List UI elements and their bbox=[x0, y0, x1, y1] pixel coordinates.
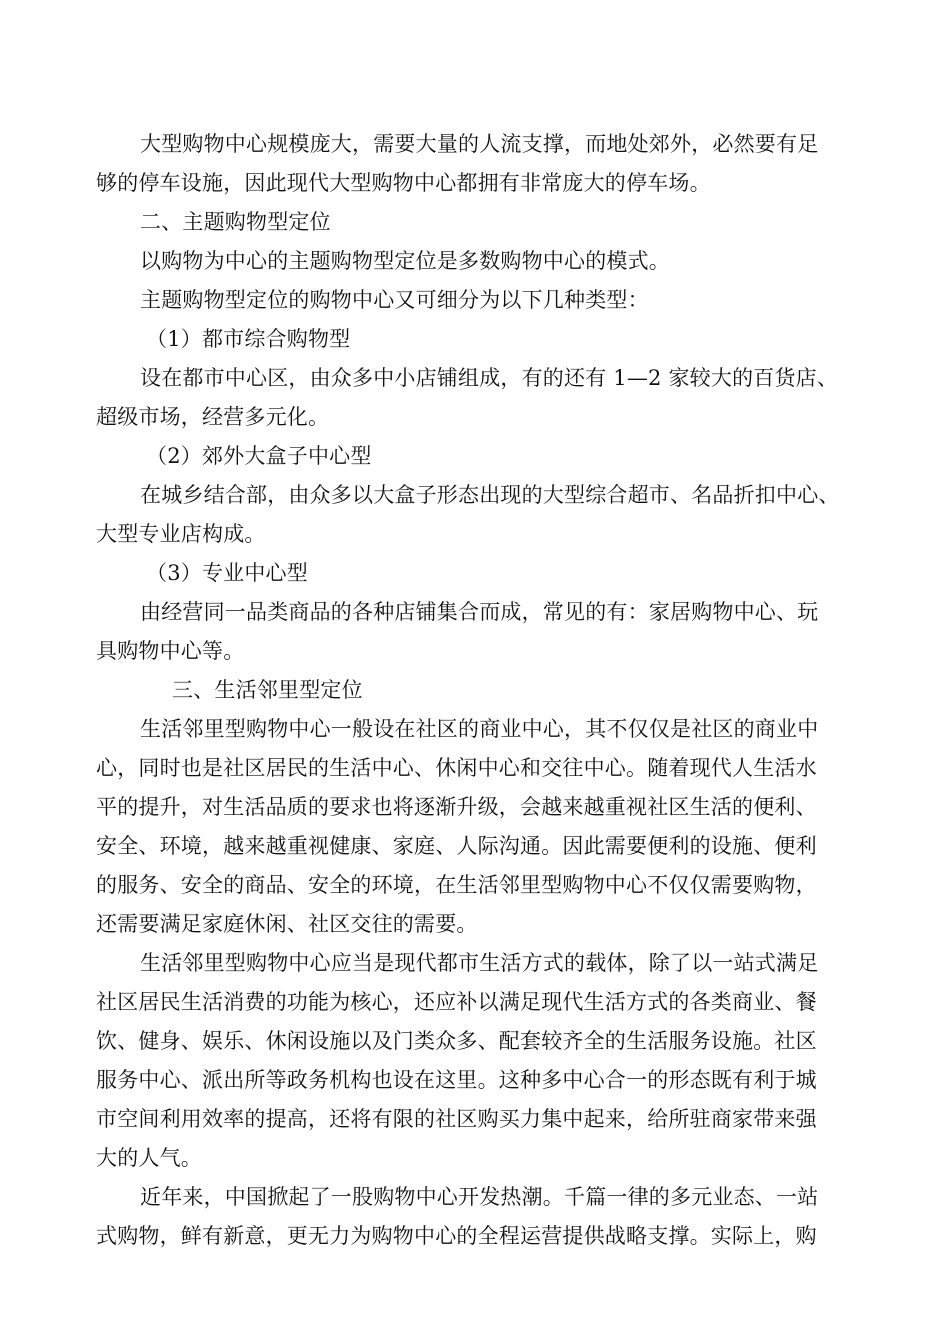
text-line: 的服务、安全的商品、安全的环境，在生活邻里型购物中心不仅仅需要购物， bbox=[96, 873, 817, 897]
text-line: 以购物为中心的主题购物型定位是多数购物中心的模式。 bbox=[140, 249, 670, 273]
text-line: 生活邻里型购物中心应当是现代都市生活方式的载体，除了以一站式满足 bbox=[140, 951, 819, 975]
text-line: 由经营同一品类商品的各种店铺集合而成，常见的有：家居购物中心、玩 bbox=[140, 600, 819, 624]
text-line: 式购物，鲜有新意，更无力为购物中心的全程运营提供战略支撑。实际上，购 bbox=[96, 1224, 817, 1248]
subsection-heading: （3）专业中心型 bbox=[146, 561, 308, 585]
text-line: 还需要满足家庭休闲、社区交往的需要。 bbox=[96, 912, 478, 936]
text-line: 超级市场，经营多元化。 bbox=[96, 405, 330, 429]
text-line: 心，同时也是社区居民的生活中心、休闲中心和交往中心。随着现代人生活水 bbox=[96, 756, 817, 780]
subsection-heading: （2）郊外大盒子中心型 bbox=[146, 444, 372, 468]
text-line: 服务中心、派出所等政务机构也设在这里。这种多中心合一的形态既有利于城 bbox=[96, 1068, 817, 1092]
text-line: 生活邻里型购物中心一般设在社区的商业中心，其不仅仅是社区的商业中 bbox=[140, 717, 819, 741]
text-line: 具购物中心等。 bbox=[96, 639, 245, 663]
text-line: 设在都市中心区，由众多中小店铺组成，有的还有 1—2 家较大的百货店、 bbox=[140, 366, 839, 390]
text-line: 够的停车设施，因此现代大型购物中心都拥有非常庞大的停车场。 bbox=[96, 171, 711, 195]
section-heading: 二、主题购物型定位 bbox=[140, 210, 331, 234]
text-line: 大的人气。 bbox=[96, 1146, 202, 1170]
text-line: 平的提升，对生活品质的要求也将逐渐升级，会越来越重视社区生活的便利、 bbox=[96, 795, 817, 819]
text-line: 大型购物中心规模庞大，需要大量的人流支撑，而地处郊外，必然要有足 bbox=[140, 132, 819, 156]
text-line: 饮、健身、娱乐、休闲设施以及门类众多、配套较齐全的生活服务设施。社区 bbox=[96, 1029, 817, 1053]
document-body bbox=[96, 125, 876, 1256]
section-heading: 三、生活邻里型定位 bbox=[172, 678, 363, 702]
text-line: 主题购物型定位的购物中心又可细分为以下几种类型： bbox=[140, 288, 649, 312]
text-line: 在城乡结合部，由众多以大盒子形态出现的大型综合超市、名品折扣中心、 bbox=[140, 483, 840, 507]
text-line: 安全、环境，越来越重视健康、家庭、人际沟通。因此需要便利的设施、便利 bbox=[96, 834, 817, 858]
text-line: 大型专业店构成。 bbox=[96, 522, 266, 546]
text-line: 社区居民生活消费的功能为核心，还应补以满足现代生活方式的各类商业、餐 bbox=[96, 990, 817, 1014]
subsection-heading: （1）都市综合购物型 bbox=[146, 327, 351, 351]
text-line: 近年来，中国掀起了一股购物中心开发热潮。千篇一律的多元业态、一站 bbox=[140, 1185, 819, 1209]
text-line: 市空间利用效率的提高，还将有限的社区购买力集中起来，给所驻商家带来强 bbox=[96, 1107, 817, 1131]
